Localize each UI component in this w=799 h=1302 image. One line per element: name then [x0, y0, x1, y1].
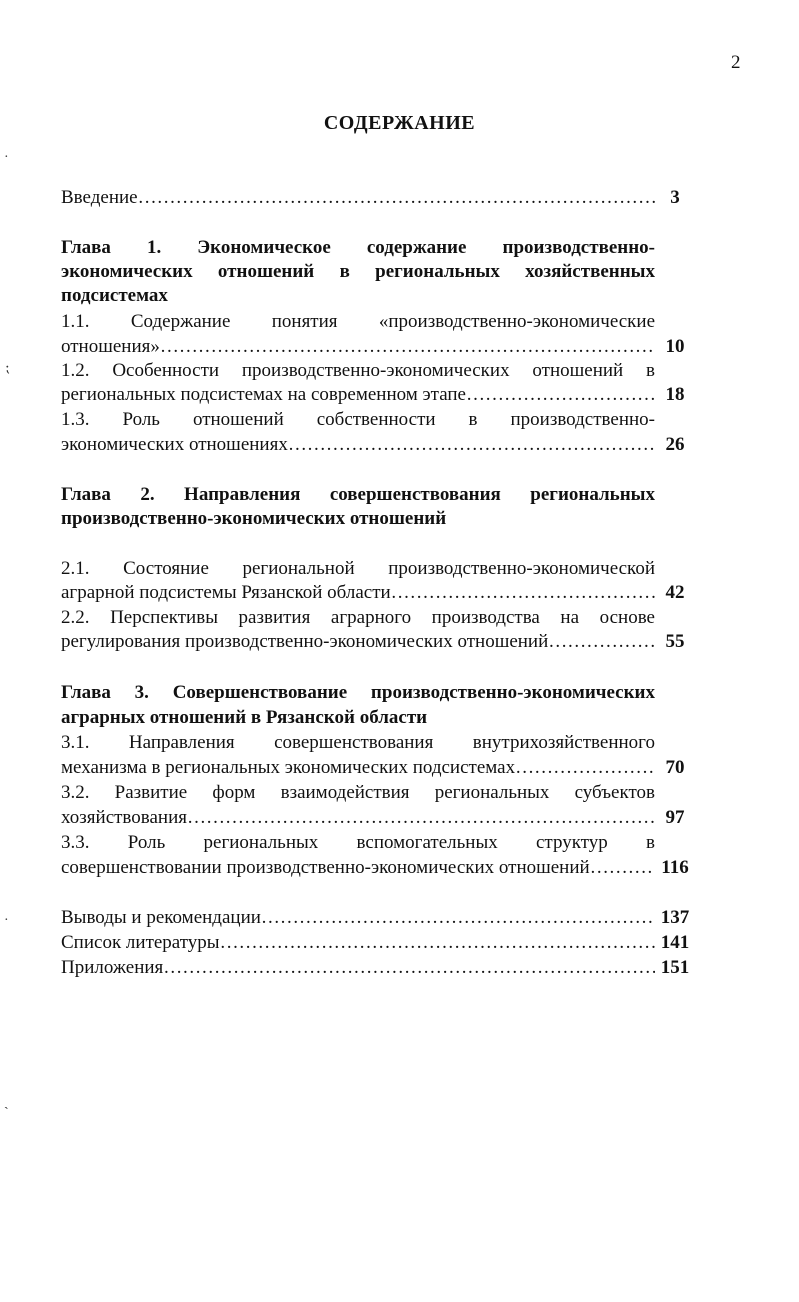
- toc-entry-page: 3: [670, 187, 680, 208]
- toc-entry-page: 18: [665, 384, 685, 405]
- scan-speck: ·: [4, 913, 9, 928]
- toc-entry-page: 141: [660, 932, 690, 953]
- toc-entry-page: 116: [661, 857, 689, 878]
- toc-entry-page: 42: [665, 582, 685, 603]
- toc-entry-page: 151: [660, 957, 690, 978]
- toc-entry-page: 10: [665, 336, 685, 357]
- toc-entry-page: 137: [660, 907, 690, 928]
- scan-speck: ·: [4, 150, 9, 165]
- scan-speck: ⁏: [5, 361, 10, 376]
- toc-entry-page: 55: [665, 631, 685, 652]
- page-number: 2: [731, 52, 741, 73]
- page-title: СОДЕРЖАНИЕ: [323, 112, 476, 134]
- toc-entry-page: 26: [665, 434, 685, 455]
- toc-entry-label: Введение: [61, 187, 138, 208]
- toc-entry-page: 97: [665, 807, 685, 828]
- toc-entry-page: 70: [665, 757, 685, 778]
- scan-speck: ˎ: [4, 1095, 9, 1110]
